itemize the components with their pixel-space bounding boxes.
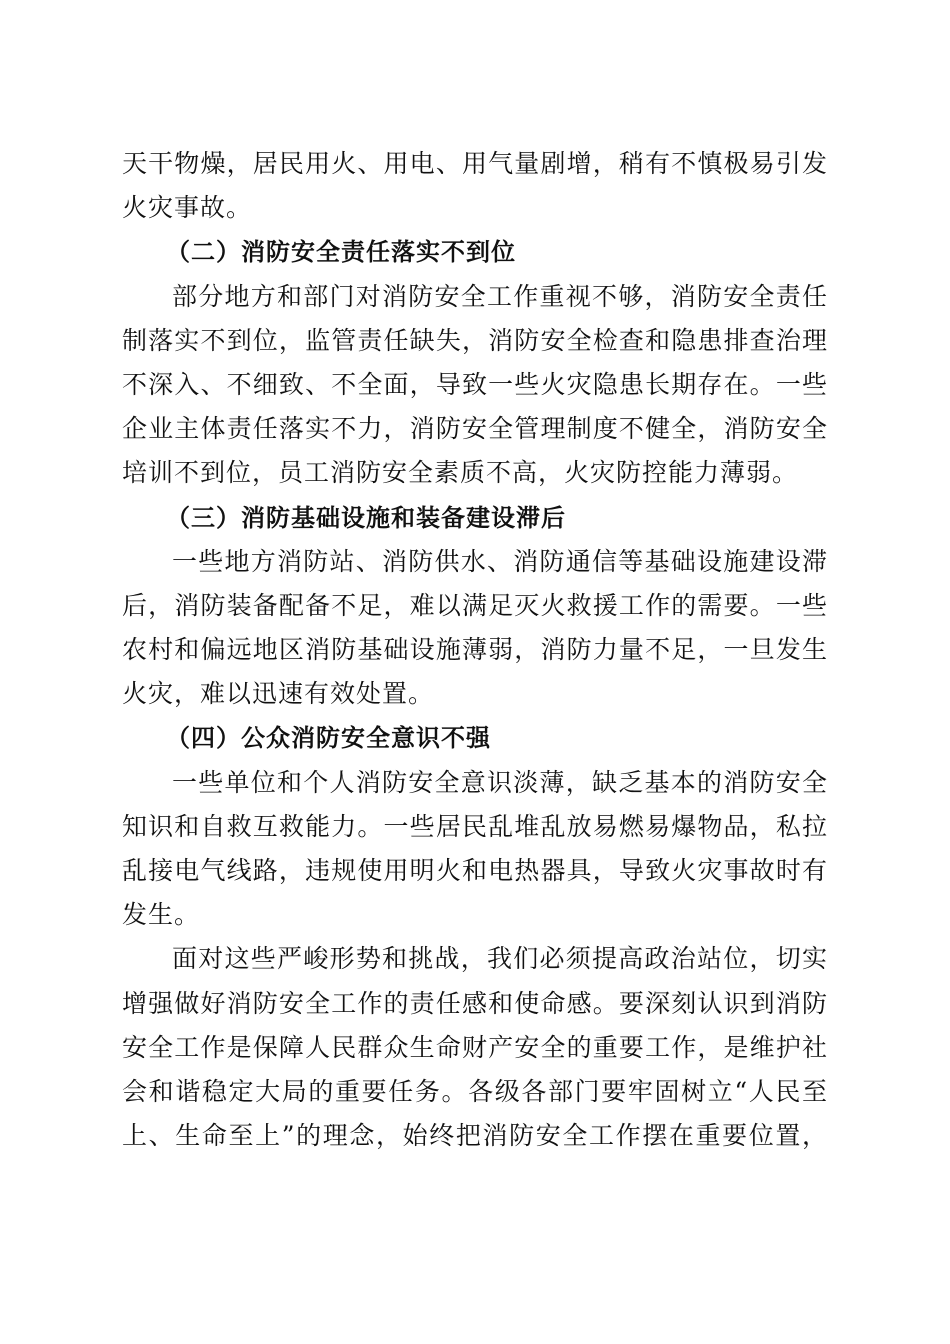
document-body: [122, 142, 828, 1158]
body-line: 乱接电气线路，违规使用明火和电热器具，导致火灾事故时有: [122, 856, 828, 885]
body-line: 培训不到位，员工消防安全素质不高，火灾防控能力薄弱。: [122, 458, 799, 488]
body-line: 一些地方消防站、消防供水、消防通信等基础设施建设滞: [172, 546, 828, 576]
body-line: 上、生命至上”的理念，始终把消防安全工作摆在重要位置，: [122, 1121, 828, 1151]
body-line: 知识和自救互救能力。一些居民乱堆乱放易燃易爆物品，私拉: [122, 811, 828, 841]
body-line: 不深入、不细致、不全面，导致一些火灾隐患长期存在。一些: [122, 369, 828, 399]
body-line: 会和谐稳定大局的重要任务。各级各部门要牢固树立“人民至: [122, 1076, 828, 1106]
body-line: 后，消防装备配备不足，难以满足灭火救援工作的需要。一些: [122, 590, 828, 620]
body-line: 天干物燥，居民用火、用电、用气量剧增，稍有不慎极易引发: [122, 149, 828, 178]
body-line: 安全工作是保障人民群众生命财产安全的重要工作，是维护社: [122, 1032, 828, 1062]
body-line: 增强做好消防安全工作的责任感和使命感。要深刻认识到消防: [122, 988, 828, 1018]
section-heading: （四）公众消防安全意识不强: [166, 723, 491, 753]
section-heading: （三）消防基础设施和装备建设滞后: [166, 502, 566, 532]
section-heading: （二）消防安全责任落实不到位: [166, 237, 516, 267]
body-line: 火灾事故。: [122, 193, 253, 223]
body-line: 部分地方和部门对消防安全工作重视不够，消防安全责任: [172, 281, 828, 311]
body-line: 企业主体责任落实不力，消防安全管理制度不健全，消防安全: [122, 414, 828, 444]
body-line: 一些单位和个人消防安全意识淡薄，缺乏基本的消防安全: [172, 767, 828, 797]
body-line: 面对这些严峻形势和挑战，我们必须提高政治站位，切实: [172, 944, 828, 974]
body-line: 制落实不到位，监管责任缺失，消防安全检查和隐患排查治理: [122, 325, 828, 355]
body-line: 农村和偏远地区消防基础设施薄弱，消防力量不足，一旦发生: [122, 635, 828, 665]
body-line: 火灾，难以迅速有效处置。: [122, 679, 435, 709]
body-line: 发生。: [122, 900, 201, 930]
